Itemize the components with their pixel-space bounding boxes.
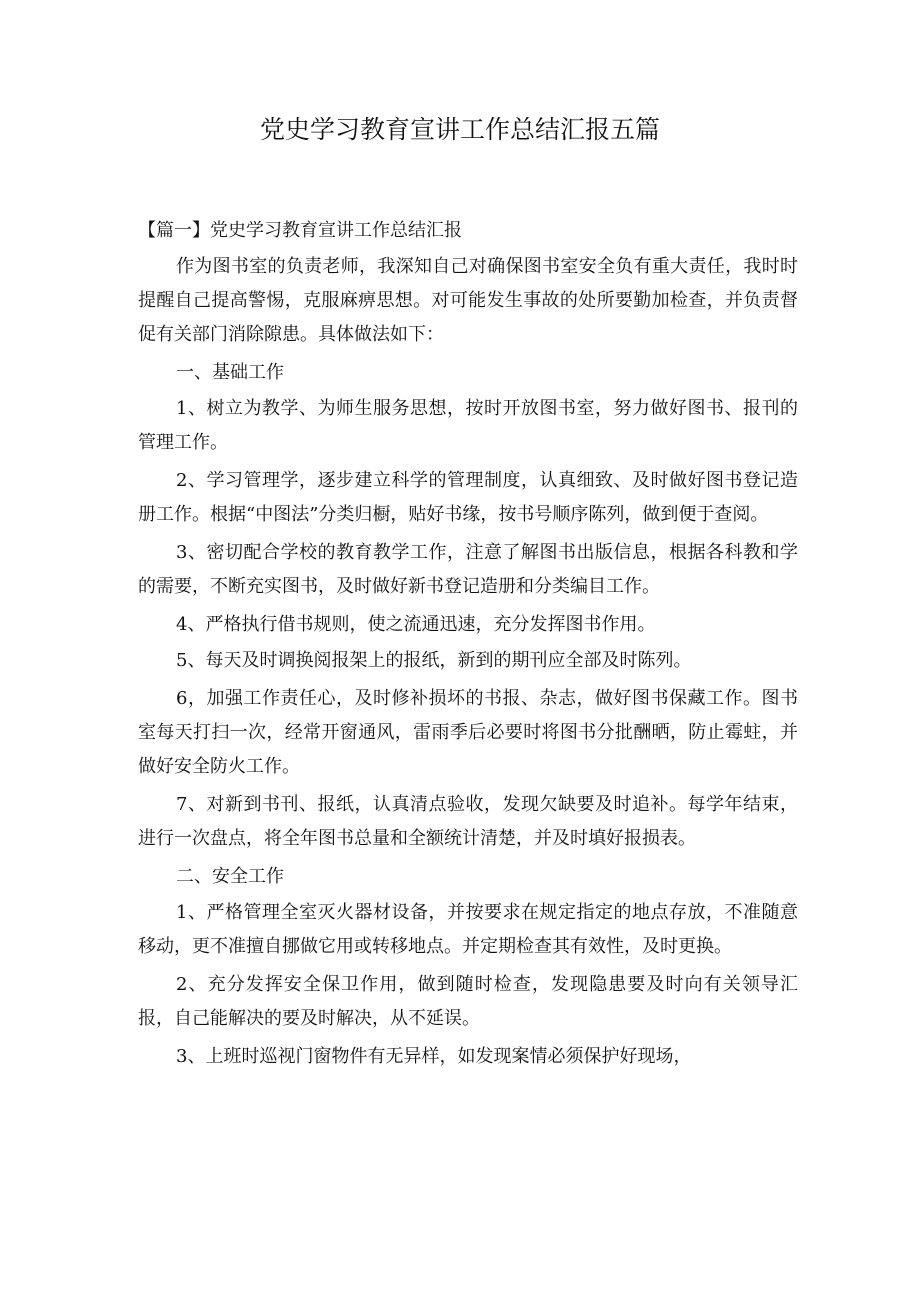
subheading-safety-work: 二、安全工作: [176, 866, 284, 887]
paragraph-safety-3: 3、上班时巡视门窗物件有无异样，如发现案情必须保护好现场，: [176, 1046, 692, 1067]
paragraph-safety-2: 2、充分发挥安全保卫作用，做到随时检查，发现隐患要及时向有关领导汇报，自己能解决的要及时解决，从不延误。: [138, 974, 798, 1029]
document-title: 党史学习教育宣讲工作总结汇报五篇: [259, 115, 660, 144]
section-heading: 【篇一】党史学习教育宣讲工作总结汇报: [138, 220, 462, 241]
document-body: [138, 216, 798, 1078]
paragraph-basic-7: 7、对新到书刊、报纸，认真清点验收，发现欠缺要及时追补。每学年结束，进行一次盘点，将全年图书总量和全额统计清楚，并及时填好报损表。: [138, 794, 798, 849]
subheading-basic-work: 一、基础工作: [176, 362, 284, 383]
paragraph-basic-3: 3、密切配合学校的教育教学工作，注意了解图书出版信息，根据各科教和学的需要，不断充实图书，及时做好新书登记造册和分类编目工作。: [138, 542, 798, 597]
paragraph-basic-2: 2、学习管理学，逐步建立科学的管理制度，认真细致、及时做好图书登记造册工作。根据“中图法”分类归橱，贴好书缘，按书号顺序陈列，做到便于查阅。: [138, 470, 798, 525]
intro-paragraph: 作为图书室的负责老师，我深知自己对确保图书室安全负有重大责任，我时时提醒自己提高警惕，克服麻痹思想。对可能发生事故的处所要勤加检查，并负责督促有关部门消除隙患。具体做法如下：: [138, 256, 798, 345]
paragraph-basic-4: 4、严格执行借书规则，使之流通迅速，充分发挥图书作用。: [176, 614, 656, 635]
paragraph-basic-5: 5、每天及时调换阅报架上的报纸，新到的期刊应全部及时陈列。: [176, 650, 692, 671]
paragraph-basic-1: 1、树立为教学、为师生服务思想，按时开放图书室，努力做好图书、报刊的管理工作。: [138, 398, 798, 453]
paragraph-basic-6: 6，加强工作责任心，及时修补损坏的书报、杂志，做好图书保藏工作。图书室每天打扫一次，经常开窗通风，雷雨季后必要时将图书分批酬晒，防止霉蛀，并做好安全防火工作。: [138, 688, 798, 777]
paragraph-safety-1: 1、严格管理全室灭火器材设备，并按要求在规定指定的地点存放，不准随意移动，更不准擅自挪做它用或转移地点。并定期检查其有效性，及时更换。: [138, 902, 798, 957]
